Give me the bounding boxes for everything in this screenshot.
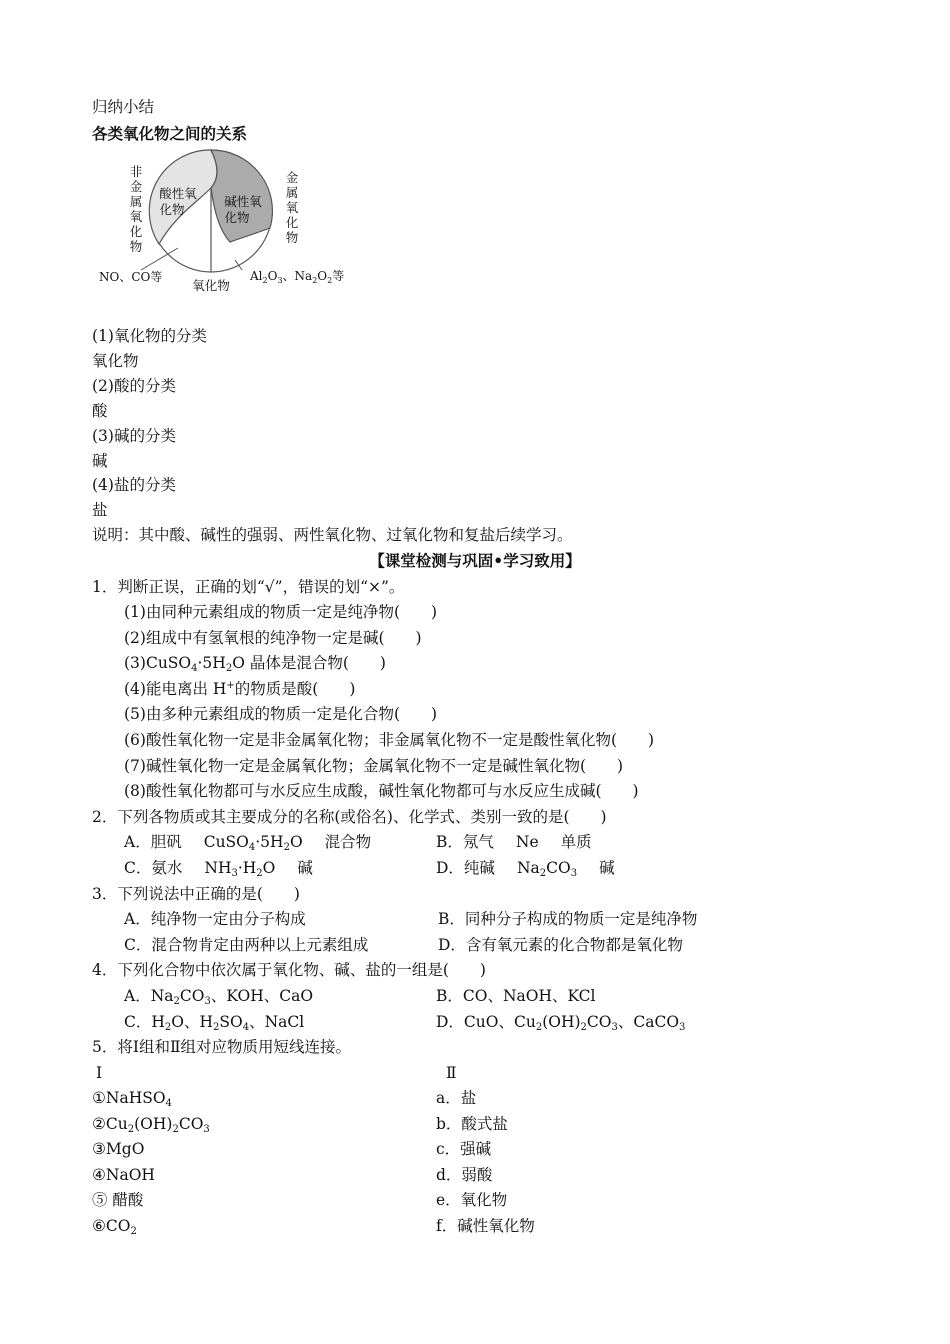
q1-item-2: (2)组成中有氢氧根的纯净物一定是碱( ) — [124, 629, 422, 647]
section-title: 【课堂检测与巩固•学习致用】 — [369, 551, 581, 570]
q2-option-b: B．氖气 Ne 单质 — [436, 833, 592, 851]
q1-item-3: $(3)CuSO_4\cdot 5H_2O$ 晶体是混合物( ) — [124, 654, 386, 674]
q5-stem: 5．将Ⅰ组和Ⅱ组对应物质用短线连接。 — [92, 1038, 352, 1056]
bottom-label: 氧化物 — [192, 278, 230, 293]
q5-right-a: a．盐 — [436, 1089, 477, 1107]
q4-option-b: B．CO、NaOH、KCl — [436, 987, 596, 1005]
q2-option-a: A．胆矾 $CuSO_4\cdot 5H_2O$ 混合物 — [124, 833, 372, 853]
oxide-pie-svg — [95, 148, 345, 298]
summary-subheading: 各类氧化物之间的关系 — [92, 124, 248, 143]
q3-option-d: D．含有氧元素的化合物都是氧化物 — [438, 936, 683, 954]
q3-option-b: B．同种分子构成的物质一定是纯净物 — [438, 910, 698, 928]
q5-left-4: ④NaOH — [92, 1166, 155, 1184]
bottom-left-label: NO、CO等 — [99, 270, 163, 284]
oxide-diagram — [95, 148, 345, 298]
q5-col1-head: Ⅰ — [96, 1064, 103, 1082]
basic-label-1: 碱性氧 — [224, 194, 262, 209]
q1-item-1: (1)由同种元素组成的物质一定是纯净物( ) — [124, 603, 438, 621]
q2-stem: 2．下列各物质或其主要成分的名称(或俗名)、化学式、类别一致的是( ) — [92, 808, 607, 826]
note: 说明：其中酸、碱性的强弱、两性氧化物、过氧化物和复盐后续学习。 — [92, 526, 573, 544]
diagram-right-label: 金属氧化物 — [285, 170, 299, 245]
q1-item-7: (7)碱性氧化物一定是金属氧化物；金属氧化物不一定是碱性氧化物( ) — [124, 757, 624, 775]
q1-item-4: (4)能电离出 H+的物质是酸( ) — [124, 680, 356, 698]
q4-option-c: C．$H_2O$、$H_2SO_4$、NaCl — [124, 1013, 305, 1033]
q1-item-5: (5)由多种元素组成的物质一定是化合物( ) — [124, 705, 438, 723]
q5-right-d: d．弱酸 — [436, 1166, 493, 1184]
q1-item-8: (8)酸性氧化物都可与水反应生成酸，碱性氧化物都可与水反应生成碱( ) — [124, 782, 639, 800]
q4-stem: 4．下列化合物中依次属于氧化物、碱、盐的一组是( ) — [92, 961, 486, 979]
q5-left-2: $②Cu_2(OH)_2CO_3$ — [92, 1115, 210, 1135]
q5-left-3: ③MgO — [92, 1140, 145, 1158]
q5-right-b: b．酸式盐 — [436, 1115, 508, 1133]
q4-option-d: D．CuO、$Cu_2(OH)_2CO_3$、CaCO$_3$ — [436, 1013, 686, 1033]
q5-right-e: e．氧化物 — [436, 1191, 508, 1209]
q3-option-c: C．混合物肯定由两种以上元素组成 — [124, 936, 369, 954]
acidic-label-2: 化物 — [159, 202, 185, 217]
class-acid-title: (2)酸的分类 — [92, 377, 176, 395]
class-oxide-title: (1)氧化物的分类 — [92, 327, 207, 345]
q1-stem: 1．判断正误，正确的划“√”，错误的划“×”。 — [92, 578, 405, 596]
class-acid-body: 酸 — [92, 402, 108, 420]
q5-left-6: $⑥CO_2$ — [92, 1217, 137, 1237]
bottom-right-label: $Al_2O_3$、$Na_2O_2$等 — [250, 269, 345, 285]
q3-stem: 3．下列说法中正确的是( ) — [92, 885, 300, 903]
acidic-label-1: 酸性氧 — [159, 186, 197, 201]
q5-left-5: ⑤ 醋酸 — [92, 1191, 144, 1209]
q5-left-1: ①NaHSO$_4$ — [92, 1089, 172, 1109]
q5-col2-head: Ⅱ — [446, 1064, 457, 1082]
q4-option-a: A．$Na_2CO_3$、KOH、CaO — [124, 987, 314, 1007]
class-oxide-body: 氧化物 — [92, 352, 139, 370]
class-salt-title: (4)盐的分类 — [92, 476, 176, 494]
class-salt-body: 盐 — [92, 501, 108, 519]
basic-label-2: 化物 — [224, 210, 250, 225]
class-base-body: 碱 — [92, 452, 108, 470]
q1-item-6: (6)酸性氧化物一定是非金属氧化物；非金属氧化物不一定是酸性氧化物( ) — [124, 731, 655, 749]
summary-heading: 归纳小结 — [92, 98, 155, 116]
q2-option-d: D．纯碱 $Na_2CO_3$ 碱 — [436, 859, 615, 879]
q5-right-f: f．碱性氧化物 — [436, 1217, 535, 1235]
q2-option-c: C．氨水 $NH_3\cdot H_2O$ 碱 — [124, 859, 313, 879]
diagram-left-label: 非金属氧化物 — [129, 164, 143, 254]
q5-right-c: c．强碱 — [436, 1140, 492, 1158]
q3-option-a: A．纯净物一定由分子构成 — [124, 910, 306, 928]
class-base-title: (3)碱的分类 — [92, 427, 176, 445]
